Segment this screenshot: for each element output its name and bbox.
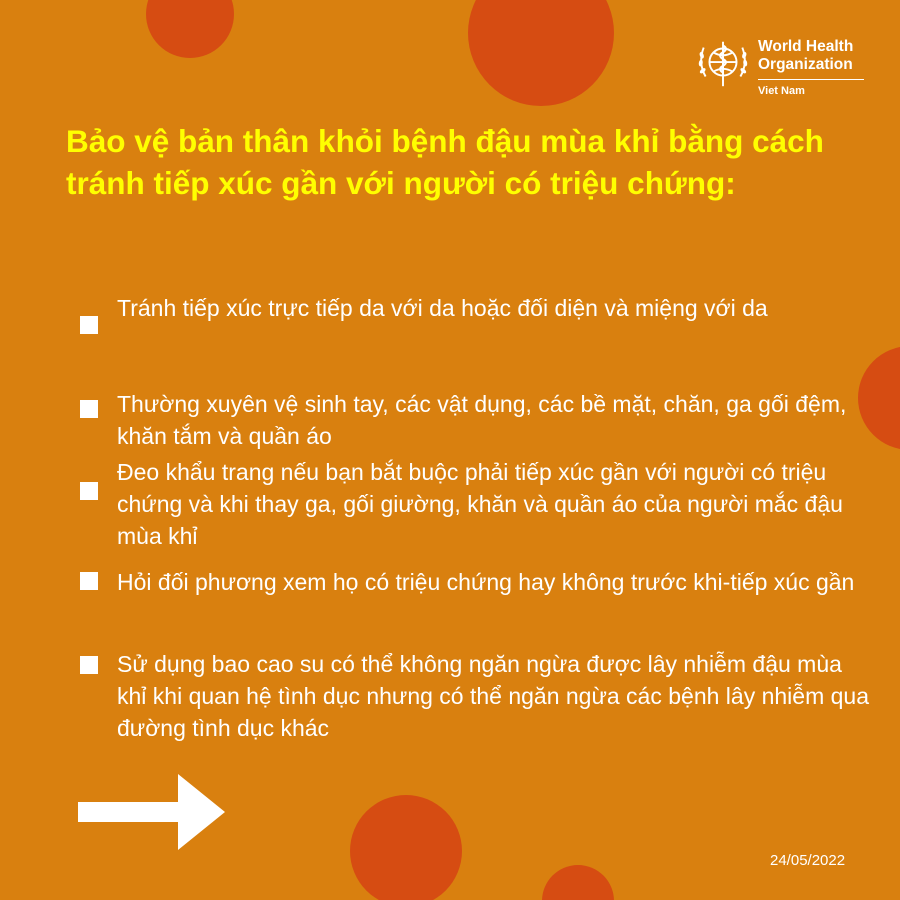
decorative-circle [542,865,614,900]
bullet-text: Sử dụng bao cao su có thể không ngăn ngừa được lây nhiễm đậu mùa khỉ khi quan hệ tình dục nhưng có thể ngăn ngừa các bệnh lây nhiễm qua đường tình dục khác [117,651,869,741]
logo-divider [758,79,864,80]
bullet-text: Đeo khẩu trang nếu bạn bắt buộc phải tiếp xúc gần với người có triệu chứng và khi thay ga, gối giường, khăn và quần áo của người mắc đậu mùa khỉ [117,459,843,549]
arrow-right-icon [78,766,228,858]
bullet-text: Thường xuyên vệ sinh tay, các vật dụng, các bề mặt, chăn, ga gối đệm, khăn tắm và quần áo [117,391,847,449]
who-logo [694,34,874,104]
decorative-circle [146,0,234,58]
checkbox-square-icon [80,316,98,334]
checkbox-square-icon [80,572,98,590]
checkbox-square-icon [80,656,98,674]
date-label: 24/05/2022 [770,852,846,869]
organization-name-line2: Organization [758,56,853,73]
checkbox-square-icon [80,400,98,418]
bullet-text: Tránh tiếp xúc trực tiếp da với da hoặc đối diện và miệng với da [117,295,768,321]
organization-name-line1: World Health [758,38,854,55]
bullet-text: Hỏi đối phương xem họ có triệu chứng hay không trước khi-tiếp xúc gần [117,569,855,595]
headline: Bảo vệ bản thân khỏi bệnh đậu mùa khỉ bằng cách tránh tiếp xúc gần với người có triệu chứng: [66,123,824,201]
who-emblem-icon [694,34,752,92]
checkbox-square-icon [80,482,98,500]
decorative-circle [350,795,462,900]
organization-name [758,38,878,74]
country-label: Viet Nam [758,85,805,97]
decorative-circle [468,0,614,106]
